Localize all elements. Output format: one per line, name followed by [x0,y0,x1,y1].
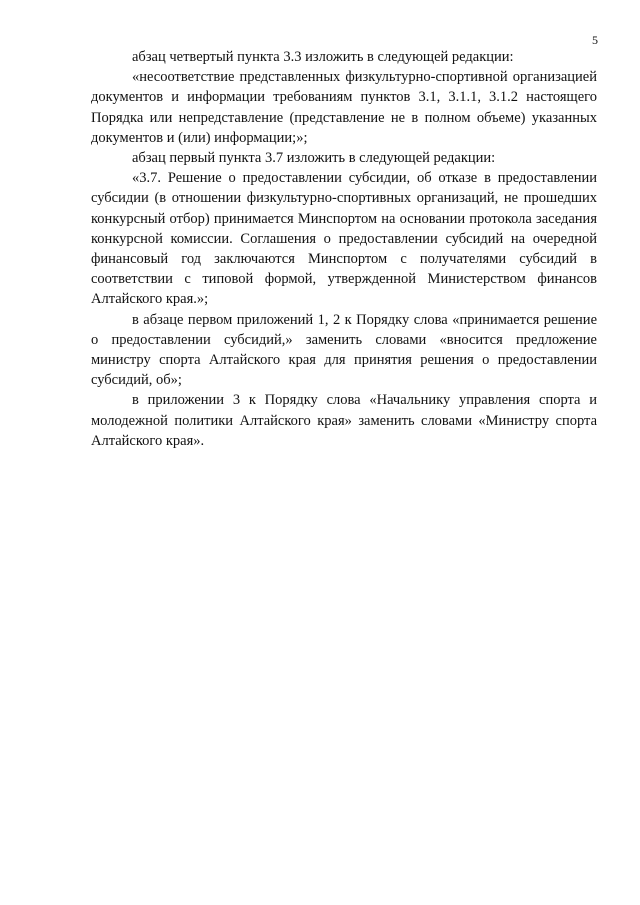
paragraph-amend-3-7-text: «3.7. Решение о предоставлении субсидии, об отказе в предоставлении субсидии (в отношении физкультурно-спортивных организаций, не прошедших конкурсный отбор) принимается Минспортом на основании протокола заседания конкурсной комиссии. Соглашения о предоставлении субсидий на очередной финансовый год заключаются Минспортом с получателями субсидий в соответствии с типовой формой, утвержденной Министерством финансов Алтайского края.»; [91,170,597,308]
paragraph-amend-3-7-header: абзац первый пункта 3.7 изложить в следующей редакции: [132,150,496,167]
paragraph-appendix-1-2: в абзаце первом приложений 1, 2 к Порядку слова «принимается решение о предоставлении субсидий,» заменить словами «вносится предложение министру спорта Алтайского края для принятия решения о предоставлении субсидий, об»; [91,311,597,389]
paragraph-amend-3-3-text: «несоответствие представленных физкультурно-спортивной организацией документов и информации требованиям пунктов 3.1, 3.1.1, 3.1.2 настоящего Порядка или непредставление (представление не в полном объеме) указанных документов и (или) информации;»; [91,69,597,146]
page-number: 5 [592,33,598,47]
paragraph-amend-3-3-header: абзац четвертый пункта 3.3 изложить в следующей редакции: [132,49,514,65]
paragraph-appendix-3: в приложении 3 к Порядку слова «Начальнику управления спорта и молодежной политики Алтайского края» заменить словами «Министру спорта Алтайского края». [91,392,597,449]
document-body [91,47,597,451]
